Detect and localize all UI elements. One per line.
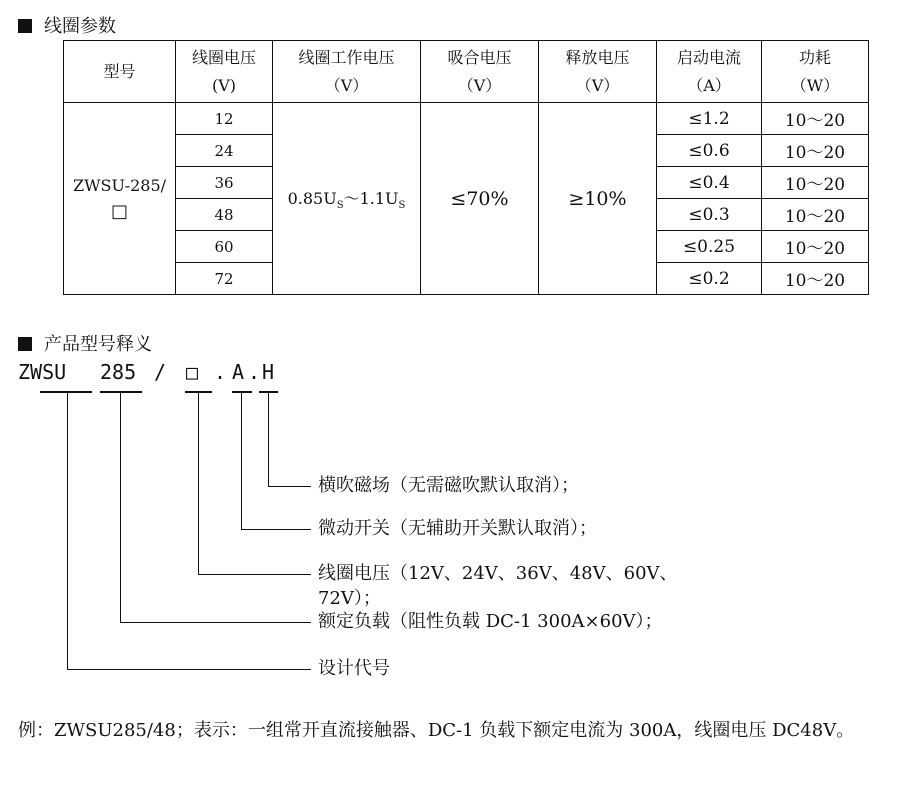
current-cell: ≤0.3	[657, 199, 762, 231]
meaning-magnetic: 横吹磁场（无需磁吹默认取消）；	[318, 475, 579, 496]
connector-series-vertical	[67, 391, 68, 670]
header-start-current: 启动电流 （A）	[657, 41, 762, 103]
underline-series	[40, 391, 92, 393]
meaning-design-code: 设计代号	[318, 658, 390, 679]
current-cell: ≤0.25	[657, 231, 762, 263]
power-cell: 10～20	[762, 263, 869, 295]
square-bullet-icon	[18, 337, 32, 351]
connector-design-horizontal	[120, 622, 311, 623]
code-part-switch: A	[232, 360, 245, 384]
connector-switch-vertical	[241, 391, 242, 530]
table-row	[64, 103, 869, 135]
current-cell: ≤0.2	[657, 263, 762, 295]
connector-switch-horizontal	[241, 529, 311, 530]
current-cell: ≤1.2	[657, 103, 762, 135]
underline-design	[100, 391, 142, 393]
section-heading-model-meaning	[18, 330, 152, 356]
power-cell: 10～20	[762, 103, 869, 135]
code-part-dot: .	[248, 360, 261, 384]
current-cell: ≤0.6	[657, 135, 762, 167]
voltage-cell: 60	[176, 231, 273, 263]
power-cell: 10～20	[762, 167, 869, 199]
header-coil-voltage: 线圈电压 (V)	[176, 41, 273, 103]
meaning-coil-voltage: 线圈电压（12V、24V、36V、48V、60V、	[318, 563, 678, 584]
header-power: 功耗 （W）	[762, 41, 869, 103]
header-pickup-voltage: 吸合电压 （V）	[421, 41, 539, 103]
code-part-voltage: □	[186, 360, 199, 384]
header-model: 型号	[64, 41, 176, 103]
current-cell: ≤0.4	[657, 167, 762, 199]
coil-parameter-table	[63, 40, 869, 295]
power-cell: 10～20	[762, 135, 869, 167]
code-part-design: 285	[100, 360, 137, 384]
connector-voltage-vertical	[198, 391, 199, 575]
section-title: 产品型号释义	[44, 334, 152, 355]
voltage-cell: 36	[176, 167, 273, 199]
underline-switch	[232, 391, 252, 393]
example-text: 例：ZWSU285/48；表示：一组常开直流接触器、DC-1 负载下额定电流为 300A，线圈电压 DC48V。	[18, 720, 855, 741]
connector-design-vertical	[120, 391, 121, 623]
voltage-cell: 72	[176, 263, 273, 295]
voltage-cell: 12	[176, 103, 273, 135]
voltage-cell: 48	[176, 199, 273, 231]
meaning-microswitch: 微动开关（无辅助开关默认取消）；	[318, 518, 597, 539]
working-voltage-cell: $0.85U_S\sim 1.1U_S$	[273, 103, 421, 295]
model-cell: ZWSU-285/ □	[64, 103, 176, 295]
section-title: 线圈参数	[44, 16, 116, 37]
code-part-slash: /	[154, 360, 167, 384]
power-cell: 10～20	[762, 231, 869, 263]
code-part-magnetic: H	[262, 360, 275, 384]
code-part-series: ZWSU	[18, 360, 67, 384]
connector-series-horizontal	[67, 669, 311, 670]
connector-magnetic-vertical	[268, 391, 269, 487]
square-bullet-icon	[18, 19, 32, 33]
section-heading-coil	[18, 12, 116, 38]
meaning-rated-load: 额定负载（阻性负载 DC-1 300A×60V）；	[318, 611, 663, 632]
connector-voltage-horizontal	[198, 574, 311, 575]
header-working-voltage: 线圈工作电压 （V）	[273, 41, 421, 103]
code-part-dot: .	[214, 360, 227, 384]
meaning-coil-voltage-cont: 72V）；	[318, 588, 381, 609]
pickup-voltage-cell: ≤70%	[421, 103, 539, 295]
table-header-row	[64, 41, 869, 103]
voltage-cell: 24	[176, 135, 273, 167]
power-cell: 10～20	[762, 199, 869, 231]
connector-magnetic-horizontal	[268, 486, 311, 487]
header-release-voltage: 释放电压 （V）	[539, 41, 657, 103]
release-voltage-cell: ≥10%	[539, 103, 657, 295]
